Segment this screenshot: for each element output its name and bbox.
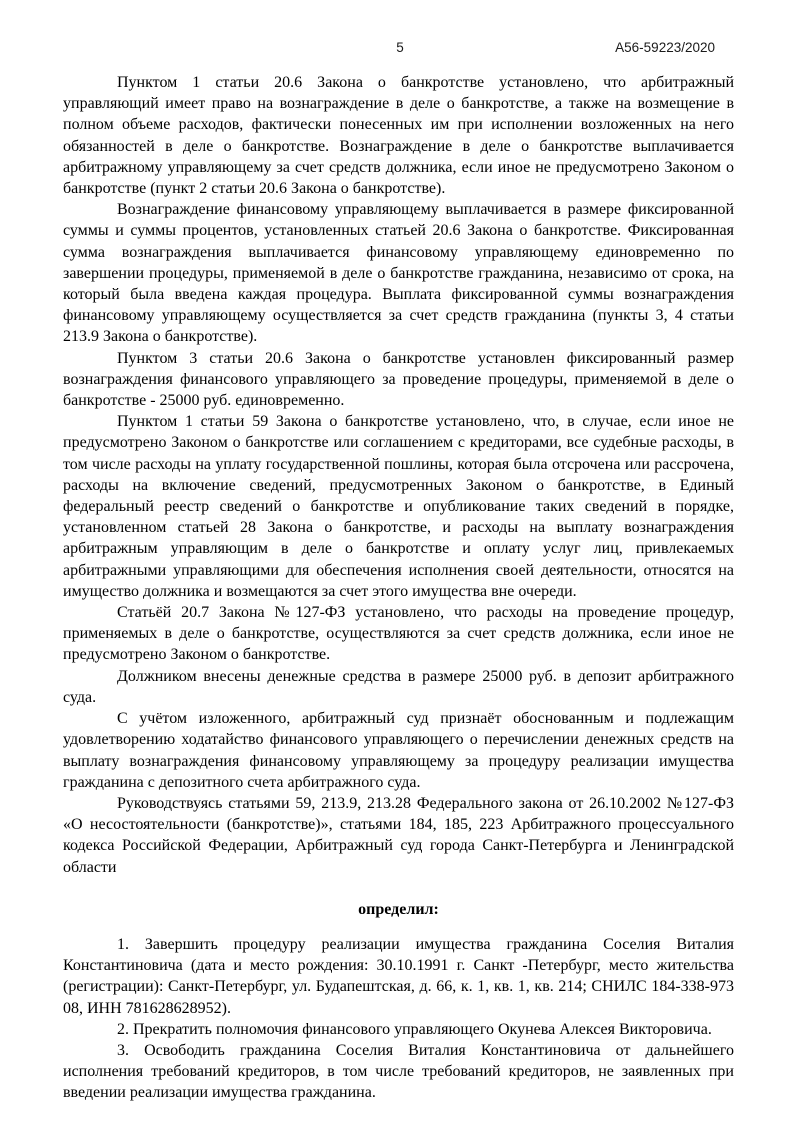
ruling-item: 1. Завершить процедуру реализации имущества гражданина Соселия Виталия Константиновича (дата и место рождения: 30.10.1991 г. Санкт -Петербург, место жительства (регистрации): Санкт-Петербург, ул. Будапештская, д. 66, к. 1, кв. 1, кв. 214; СНИЛС 184-338-973 08, ИНН 781628628952). (63, 935, 734, 1017)
page-number: 5 (396, 40, 404, 55)
body-paragraph: Должником внесены денежные средства в размере 25000 руб. в депозит арбитражного суда. (63, 667, 734, 706)
body-paragraph: Пунктом 1 статьи 20.6 Закона о банкротстве установлено, что арбитражный управляющий имеет право на вознаграждение в деле о банкротстве, а также на возмещение в полном объеме расходов, фактически понесенных им при исполнении возложенных на него обязанностей в деле о банкротстве. Вознаграждение в деле о банкротстве выплачивается арбитражному управляющему за счет средств должника, если иное не предусмотрено Законом о банкротстве (пункт 2 статьи 20.6 Закона о банкротстве). (63, 74, 734, 198)
ruling-item: 3. Освободить гражданина Соселия Виталия Константиновича от дальнейшего исполнения требований кредиторов, в том числе требований кредиторов, не заявленных при введении реализации имущества гражданина. (63, 1041, 734, 1102)
body-paragraph: С учётом изложенного, арбитражный суд признаёт обоснованным и подлежащим удовлетворению ходатайство финансового управляющего о перечислении денежных средств на выплату вознаграждения финансовому управляющему за процедуру реализации имущества гражданина с депозитного счета арбитражного суда. (63, 710, 734, 791)
page-header (0, 40, 800, 58)
body-paragraph: Пунктом 3 статьи 20.6 Закона о банкротстве установлен фиксированный размер вознаграждения финансового управляющего за проведение процедуры, применяемой в деле о банкротстве - 25000 руб. единовременно. (63, 349, 734, 410)
body-paragraph: Руководствуясь статьями 59, 213.9, 213.28 Федерального закона от 26.10.2002 №127-ФЗ «О несостоятельности (банкротстве)», статьями 184, 185, 223 Арбитражного процессуального кодекса Российской Федерации, Арбитражный суд города Санкт-Петербурга и Ленинградской области (63, 794, 734, 876)
document-body (63, 72, 734, 1104)
body-paragraph: Статьёй 20.7 Закона №127-ФЗ установлено, что расходы на проведение процедур, применяемых в деле о банкротстве, осуществляются за счет средств должника, если иное не предусмотрено Законом о банкротстве. (63, 604, 734, 664)
case-number: А56-59223/2020 (615, 40, 715, 55)
ruling-item: 2. Прекратить полномочия финансового управляющего Окунева Алексея Викторовича. (117, 1020, 712, 1038)
ruling-heading: определил: (358, 900, 439, 918)
body-paragraph: Вознаграждение финансовому управляющему выплачивается в размере фиксированной суммы и суммы процентов, установленных статьей 20.6 Закона о банкротстве. Фиксированная сумма вознаграждения выплачивается финансовому управляющему единовременно по завершении процедуры, применяемой в деле о банкротстве гражданина, независимо от срока, на который была введена каждая процедура. Выплата фиксированной суммы вознаграждения финансовому управляющему осуществляется за счет средств гражданина (пункты 3, 4 статьи 213.9 Закона о банкротстве). (63, 201, 734, 346)
body-paragraph: Пунктом 1 статьи 59 Закона о банкротстве установлено, что, в случае, если иное не предусмотрено Законом о банкротстве или соглашением с кредиторами, все судебные расходы, в том числе расходы на уплату государственной пошлины, которая была отсрочена или рассрочена, расходы на включение сведений, предусмотренных Законом о банкротстве, в Единый федеральный реестр сведений о банкротстве и опубликование таких сведений в порядке, установленном статьей 28 Закона о банкротстве, и расходы на выплату вознаграждения арбитражным управляющим в деле о банкротстве и оплату услуг лиц, привлекаемых арбитражными управляющими для обеспечения исполнения своей деятельности, относятся на имущество должника и возмещаются за счет этого имущества вне очереди. (63, 413, 734, 600)
